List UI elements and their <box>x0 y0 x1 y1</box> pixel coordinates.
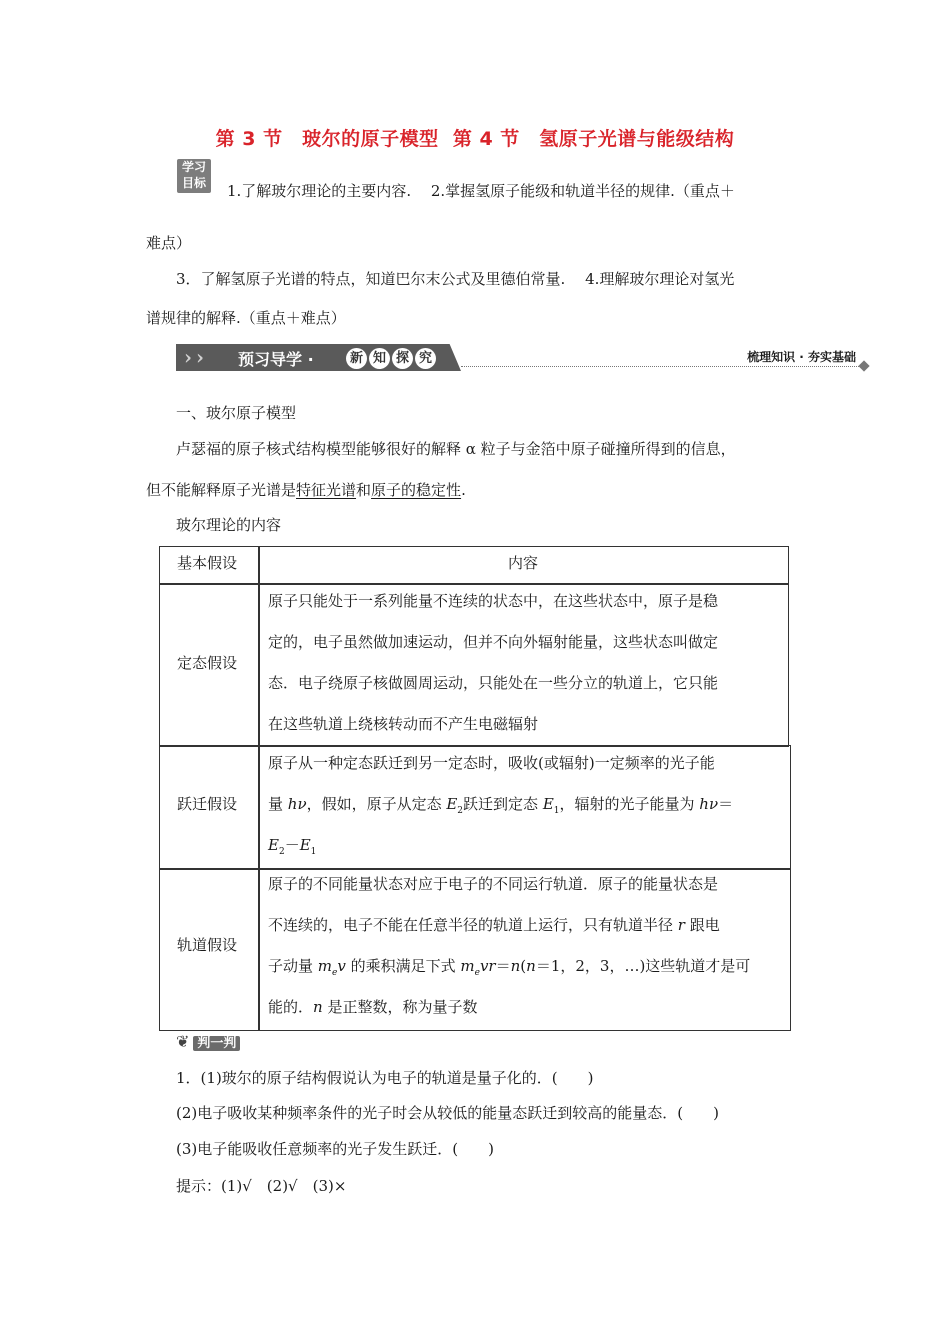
section-heading: 一、玻尔原子模型 <box>176 404 297 422</box>
symbol-m: m <box>317 957 333 975</box>
answer-hint: 提示：(1)√ (2)√ (3)× <box>176 1177 347 1195</box>
symbol-r: r <box>677 916 685 934</box>
row-text <box>268 834 316 857</box>
text-fragment: 子动量 <box>268 957 318 975</box>
symbol-n: n <box>510 957 521 975</box>
symbol-e: E <box>446 795 458 813</box>
paragraph-line-1: 卢瑟福的原子核式结构模型能够很好的解释 α 粒子与金箔中原子碰撞所得到的信息， <box>176 440 736 458</box>
subscript: e <box>474 968 480 978</box>
underlined-term: 原子的稳定性 <box>371 481 462 499</box>
banner-circle-group <box>346 347 438 369</box>
banner-circle: 究 <box>415 348 436 369</box>
question-1: 1．(1)玻尔的原子结构假说认为电子的轨道是量子化的．( ) <box>176 1069 594 1087</box>
subscript: e <box>332 968 338 978</box>
subscript: 2 <box>278 847 285 857</box>
text-fragment: 跃迁到定态 <box>463 795 543 813</box>
text-fragment: 是正整数，称为量子数 <box>322 998 478 1016</box>
diamond-icon <box>858 360 869 371</box>
paragraph-text: 但不能解释原子光谱是 <box>146 481 297 499</box>
symbol-n: n <box>526 957 536 975</box>
row-text <box>268 996 477 1017</box>
badge-line2: 目标 <box>181 176 206 190</box>
paragraph-text: 和 <box>356 481 372 499</box>
banner-subtitle: 梳理知识 · 夯实基础 <box>747 350 856 364</box>
header-basic-assumption: 基本假设 <box>177 554 238 572</box>
chevron-right-icon: › <box>196 345 204 369</box>
judge-label <box>176 1032 240 1050</box>
chevron-right-icon: › <box>184 345 192 369</box>
page-title: 第 3 节 玻尔的原子模型 第 4 节 氢原子光谱与能级结构 <box>215 128 735 150</box>
objective-line-4: 谱规律的解释.（重点＋难点） <box>146 309 346 327</box>
subscript: 1 <box>553 806 560 816</box>
symbol-e: E <box>542 795 554 813</box>
row-name-orbit: 轨道假设 <box>177 936 238 954</box>
subscript: 1 <box>310 847 317 857</box>
objective-line-3: 3．了解氢原子光谱的特点，知道巴尔末公式及里德伯常量. 4.理解玻尔理论对氢光 <box>176 270 735 288</box>
text-fragment: ( <box>520 957 527 975</box>
text-fragment: ，辐射的光子能量为 <box>559 795 700 813</box>
question-3: (3)电子能吸收任意频率的光子发生跃迁．( ) <box>176 1140 494 1158</box>
row-text: 定的，电子虽然做加速运动，但并不向外辐射能量，这些状态叫做定 <box>268 633 719 651</box>
learning-goals-badge <box>177 159 211 193</box>
text-fragment: 不连续的，电子不能在任意半径的轨道上运行，只有轨道半径 <box>268 916 678 934</box>
text-fragment: ＝ <box>718 795 734 813</box>
paragraph-text: . <box>461 481 466 499</box>
row-text: 原子从一种定态跃迁到另一定态时，吸收(或辐射)一定频率的光子能 <box>268 754 715 772</box>
objective-line-1: 1.了解玻尔理论的主要内容. 2.掌握氢原子能级和轨道半径的规律.（重点＋ <box>227 182 735 200</box>
row-text: 态．电子绕原子核做圆周运动，只能处在一些分立的轨道上，它只能 <box>268 674 719 692</box>
symbol-hv: hν <box>699 795 719 813</box>
objective-line-2: 难点） <box>146 234 192 252</box>
judge-label-text: 判一判 <box>193 1036 240 1051</box>
question-2: (2)电子吸收某种频率条件的光子时会从较低的能量态跃迁到较高的能量态．( ) <box>176 1104 719 1122</box>
symbol-vr: vr <box>479 957 496 975</box>
text-fragment: 量 <box>268 795 288 813</box>
symbol-v: v <box>337 957 346 975</box>
text-fragment: ＝ <box>495 957 511 975</box>
row-text <box>268 914 720 935</box>
banner-title: 预习导学 · <box>238 350 314 369</box>
subscript: 2 <box>457 806 464 816</box>
symbol-hv: hν <box>287 795 307 813</box>
text-fragment: 的乘积满足下式 <box>345 957 461 975</box>
section-banner <box>176 344 868 372</box>
row-text <box>268 955 750 978</box>
row-text: 原子只能处于一系列能量不连续的状态中，在这些状态中，原子是稳 <box>268 592 719 610</box>
text-fragment: ＝1，2，3，…)这些轨道才是可 <box>535 957 751 975</box>
banner-circle: 知 <box>369 348 390 369</box>
badge-line1: 学习 <box>181 160 206 174</box>
header-content: 内容 <box>508 554 539 572</box>
row-text: 在这些轨道上绕核转动而不产生电磁辐射 <box>268 715 539 733</box>
banner-circle: 新 <box>346 348 367 369</box>
banner-dotted-line <box>461 366 859 367</box>
row-name-stationary: 定态假设 <box>177 654 238 672</box>
paragraph-line-2 <box>146 479 466 500</box>
underlined-term: 特征光谱 <box>296 481 357 499</box>
text-fragment: 跟电 <box>684 916 720 934</box>
text-fragment: － <box>284 836 300 854</box>
row-name-transition: 跃迁假设 <box>177 795 238 813</box>
table-caption: 玻尔理论的内容 <box>176 516 282 534</box>
row-text: 原子的不同能量状态对应于电子的不同运行轨道．原子的能量状态是 <box>268 875 719 893</box>
text-fragment: ，假如，原子从定态 <box>306 795 447 813</box>
row-text <box>268 793 733 816</box>
leaf-icon: ❦ <box>176 1032 190 1051</box>
symbol-n: n <box>313 998 323 1016</box>
text-fragment: 能的． <box>268 998 314 1016</box>
symbol-e: E <box>268 836 279 854</box>
banner-circle: 探 <box>392 348 413 369</box>
symbol-e: E <box>299 836 311 854</box>
symbol-m: m <box>460 957 475 975</box>
